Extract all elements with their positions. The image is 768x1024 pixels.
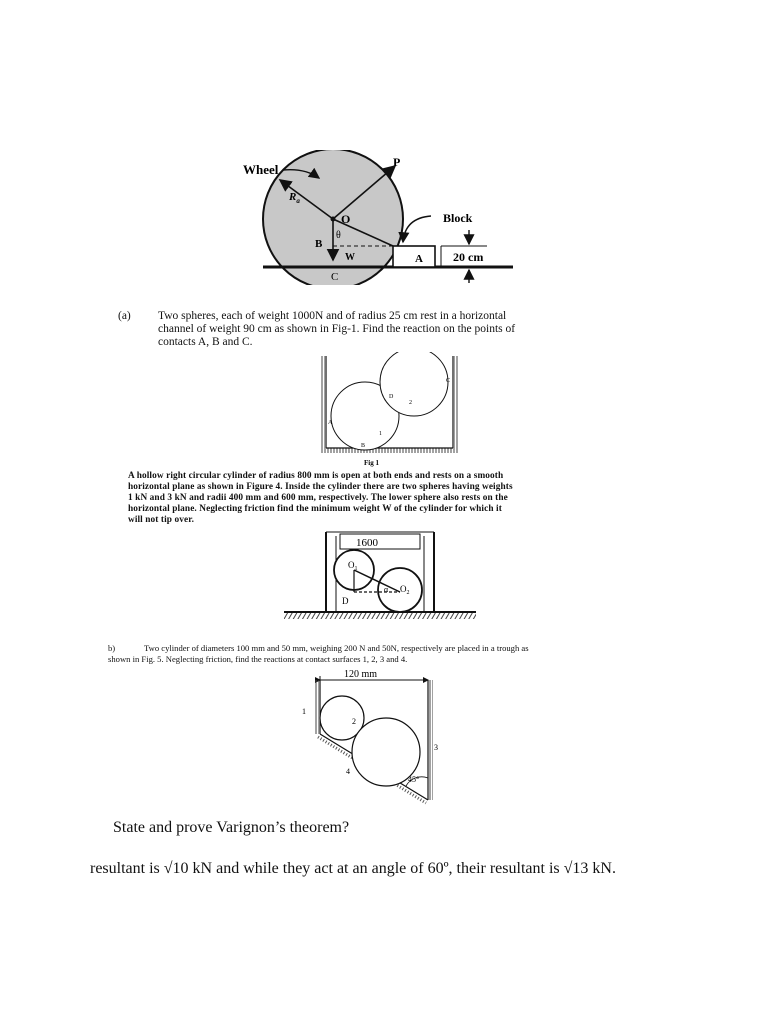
question-b-line-1: Two cylinder of diameters 100 mm and 50 mm, weighing 200 N and 50N, respectively are placed in a trough as <box>144 643 529 653</box>
block-rect <box>393 246 435 267</box>
fig4-width-box <box>340 534 420 549</box>
fig4-d-label: D <box>342 596 349 606</box>
a-label: A <box>415 253 423 265</box>
fig5-trough <box>288 666 448 806</box>
fig4-cylinder <box>280 528 480 620</box>
cylinder-problem <box>128 471 648 526</box>
cylinder-line-3: 1 kN and 3 kN and radii 400 mm and 600 mm, respectively. The lower sphere also rests on the <box>128 493 508 503</box>
fig1-label-d: D <box>389 394 394 400</box>
question-a-line-3: contacts A, B and C. <box>158 336 253 348</box>
fig4-o1-label: $O_1$ <box>348 560 358 572</box>
fig1-spheres-channel <box>318 352 464 468</box>
question-b-line-2: shown in Fig. 5. Neglecting friction, find the reactions at contact surfaces 1, 2, 3 and 4. <box>108 654 408 664</box>
sphere-upper <box>380 352 451 416</box>
varignon-question: State and prove Varignon’s theorem? <box>113 819 350 836</box>
wheel-block-figure <box>235 150 525 285</box>
wheel-label: Wheel <box>243 162 279 177</box>
fig4-o2-label: $O_2$ <box>400 584 410 596</box>
fig5-label-3: 3 <box>434 743 438 752</box>
fig5-label-2: 2 <box>352 717 356 726</box>
resultant-line: resultant is √10 kN and while they act at an angle of 60º, their resultant is √13 kN. <box>90 860 616 877</box>
o-label: O <box>341 212 351 226</box>
fig1-label-c: C <box>446 378 451 384</box>
cylinder-line-1: A hollow right circular cylinder of radius 800 mm is open at both ends and rests on a smooth <box>128 471 504 481</box>
c-label: C <box>331 271 339 283</box>
question-a-label: (a) <box>118 310 131 322</box>
fig5-width-label: 120 mm <box>344 669 378 680</box>
w-label: W <box>345 252 355 263</box>
height-label: 20 cm <box>453 250 484 264</box>
question-a-line-2: channel of weight 90 cm as shown in Fig-1. Find the reaction on the points of <box>158 323 516 335</box>
fig4-width-label: 1600 <box>356 537 378 549</box>
fig1-caption: Fig 1 <box>364 459 379 467</box>
b-label: B <box>315 238 323 250</box>
fig1-label-b: B <box>361 443 366 449</box>
fig1-label-2: 2 <box>409 400 412 406</box>
question-b-label: b) <box>108 643 116 653</box>
fig5-label-4: 4 <box>346 767 350 776</box>
block-label: Block <box>443 211 473 225</box>
cylinder-line-5: will not tip over. <box>128 515 195 525</box>
fig5-label-1: 1 <box>302 707 306 716</box>
fig4-alpha-label: α <box>384 585 389 594</box>
theta-label: θ <box>336 230 341 241</box>
fig5-angle-label: 45° <box>408 775 420 784</box>
fig1-label-a: A <box>328 420 333 426</box>
question-a-line-1: Two spheres, each of weight 1000N and of radius 25 cm rest in a horizontal <box>158 310 507 322</box>
p-label: P <box>393 155 401 169</box>
cylinder-line-2: horizontal plane as shown in Figure 4. Inside the cylinder there are two spheres having weights <box>128 482 513 492</box>
cylinder-line-4: horizontal plane. Neglecting friction find the minimum weight W of the cylinder for which it <box>128 504 502 514</box>
fig1-label-1: 1 <box>379 431 382 437</box>
radius-label: $R_a$ <box>289 191 300 205</box>
